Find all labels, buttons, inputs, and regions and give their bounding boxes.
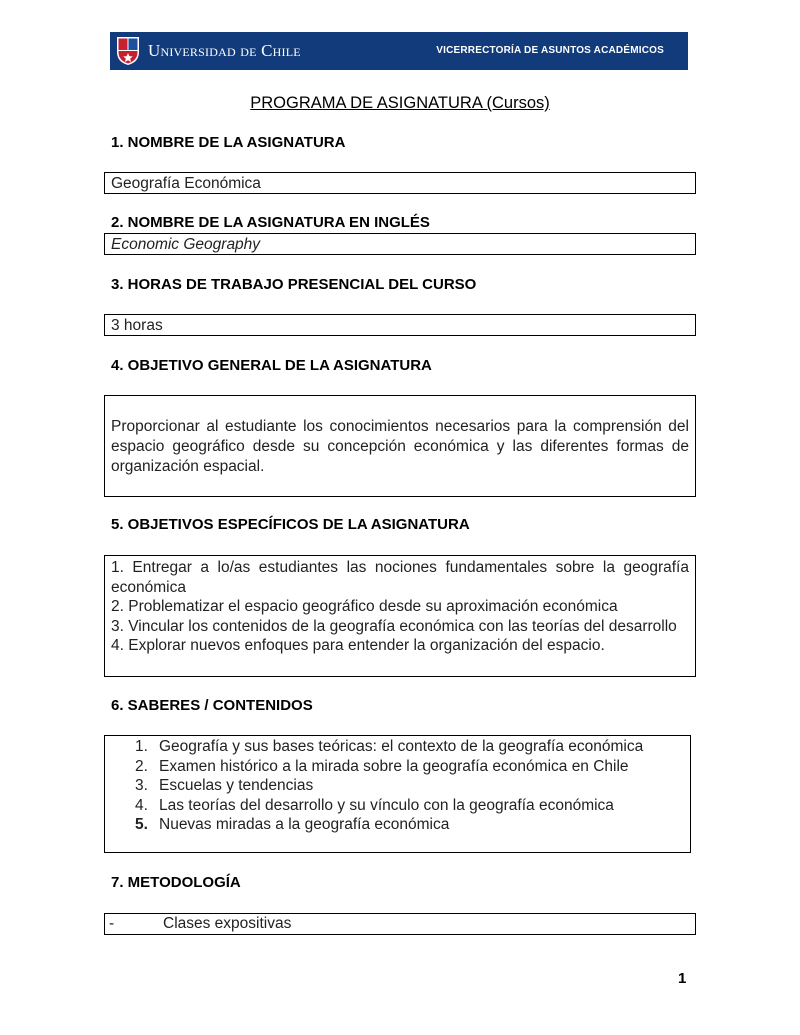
general-objective-box	[104, 395, 696, 497]
section-4-heading: 4. OBJETIVO GENERAL DE LA ASIGNATURA	[111, 357, 432, 374]
list-item-number: 2.	[135, 757, 148, 775]
specific-objective-item: 4. Explorar nuevos enfoques para entender la organización del espacio.	[111, 637, 605, 654]
list-item	[105, 776, 690, 796]
methodology-box	[104, 913, 696, 935]
list-item-number: 1.	[135, 738, 148, 755]
list-item	[105, 815, 690, 835]
list-item-text: Nuevas miradas a la geografía económica	[159, 816, 450, 833]
contents-list	[105, 737, 690, 835]
contact-hours-value: 3 horas	[111, 317, 163, 334]
university-crest-icon	[116, 36, 140, 66]
methodology-bullet: -	[109, 915, 115, 932]
list-item-number: 5.	[135, 816, 148, 833]
list-item	[105, 757, 690, 777]
methodology-text: Clases expositivas	[163, 915, 292, 932]
section-1-heading: 1. NOMBRE DE LA ASIGNATURA	[111, 134, 346, 151]
specific-objectives-box	[104, 555, 696, 677]
methodology-item	[105, 914, 695, 933]
university-name: Universidad de Chile	[148, 41, 301, 60]
list-item-text: Geografía y sus bases teóricas: el contexto de la geografía económica	[159, 738, 644, 755]
list-item-text: Las teorías del desarrollo y su vínculo con la geografía económica	[159, 796, 614, 814]
contents-box	[104, 735, 691, 853]
list-item-text: Examen histórico a la mirada sobre la geografía económica en Chile	[159, 757, 629, 775]
header-banner	[110, 32, 688, 70]
specific-objective-item: 2. Problematizar el espacio geográfico desde su aproximación económica	[111, 598, 618, 615]
specific-objective-item: 1. Entregar a lo/as estudiantes las nociones fundamentales sobre la geografía económica	[111, 559, 689, 596]
contact-hours-box	[104, 314, 696, 336]
list-item-text: Escuelas y tendencias	[159, 777, 314, 794]
section-7-heading: 7. METODOLOGÍA	[111, 874, 241, 891]
section-5-heading: 5. OBJETIVOS ESPECÍFICOS DE LA ASIGNATURA	[111, 516, 470, 533]
section-6-heading: 6. SABERES / CONTENIDOS	[111, 697, 313, 714]
course-name-value: Geografía Económica	[111, 175, 261, 192]
section-3-heading: 3. HORAS DE TRABAJO PRESENCIAL DEL CURSO	[111, 276, 477, 293]
course-name-english-value: Economic Geography	[111, 236, 261, 253]
page-number: 1	[678, 970, 687, 987]
department-name: VICERRECTORÍA DE ASUNTOS ACADÉMICOS	[436, 45, 664, 56]
list-item	[105, 737, 690, 757]
general-objective-text: Proporcionar al estudiante los conocimientos necesarios para la comprensión del espacio geográfico desde su concepción económica y las diferentes formas de organización espacial.	[111, 418, 689, 475]
course-name-box	[104, 172, 696, 194]
section-2-heading: 2. NOMBRE DE LA ASIGNATURA EN INGLÉS	[111, 214, 430, 231]
specific-objective-item: 3. Vincular los contenidos de la geografía económica con las teorías del desarrollo	[111, 617, 677, 635]
course-name-english-box	[104, 233, 696, 255]
list-item-number: 3.	[135, 777, 148, 794]
page-title: PROGRAMA DE ASIGNATURA (Cursos)	[250, 94, 550, 112]
list-item	[105, 796, 690, 816]
list-item-number: 4.	[135, 796, 148, 814]
